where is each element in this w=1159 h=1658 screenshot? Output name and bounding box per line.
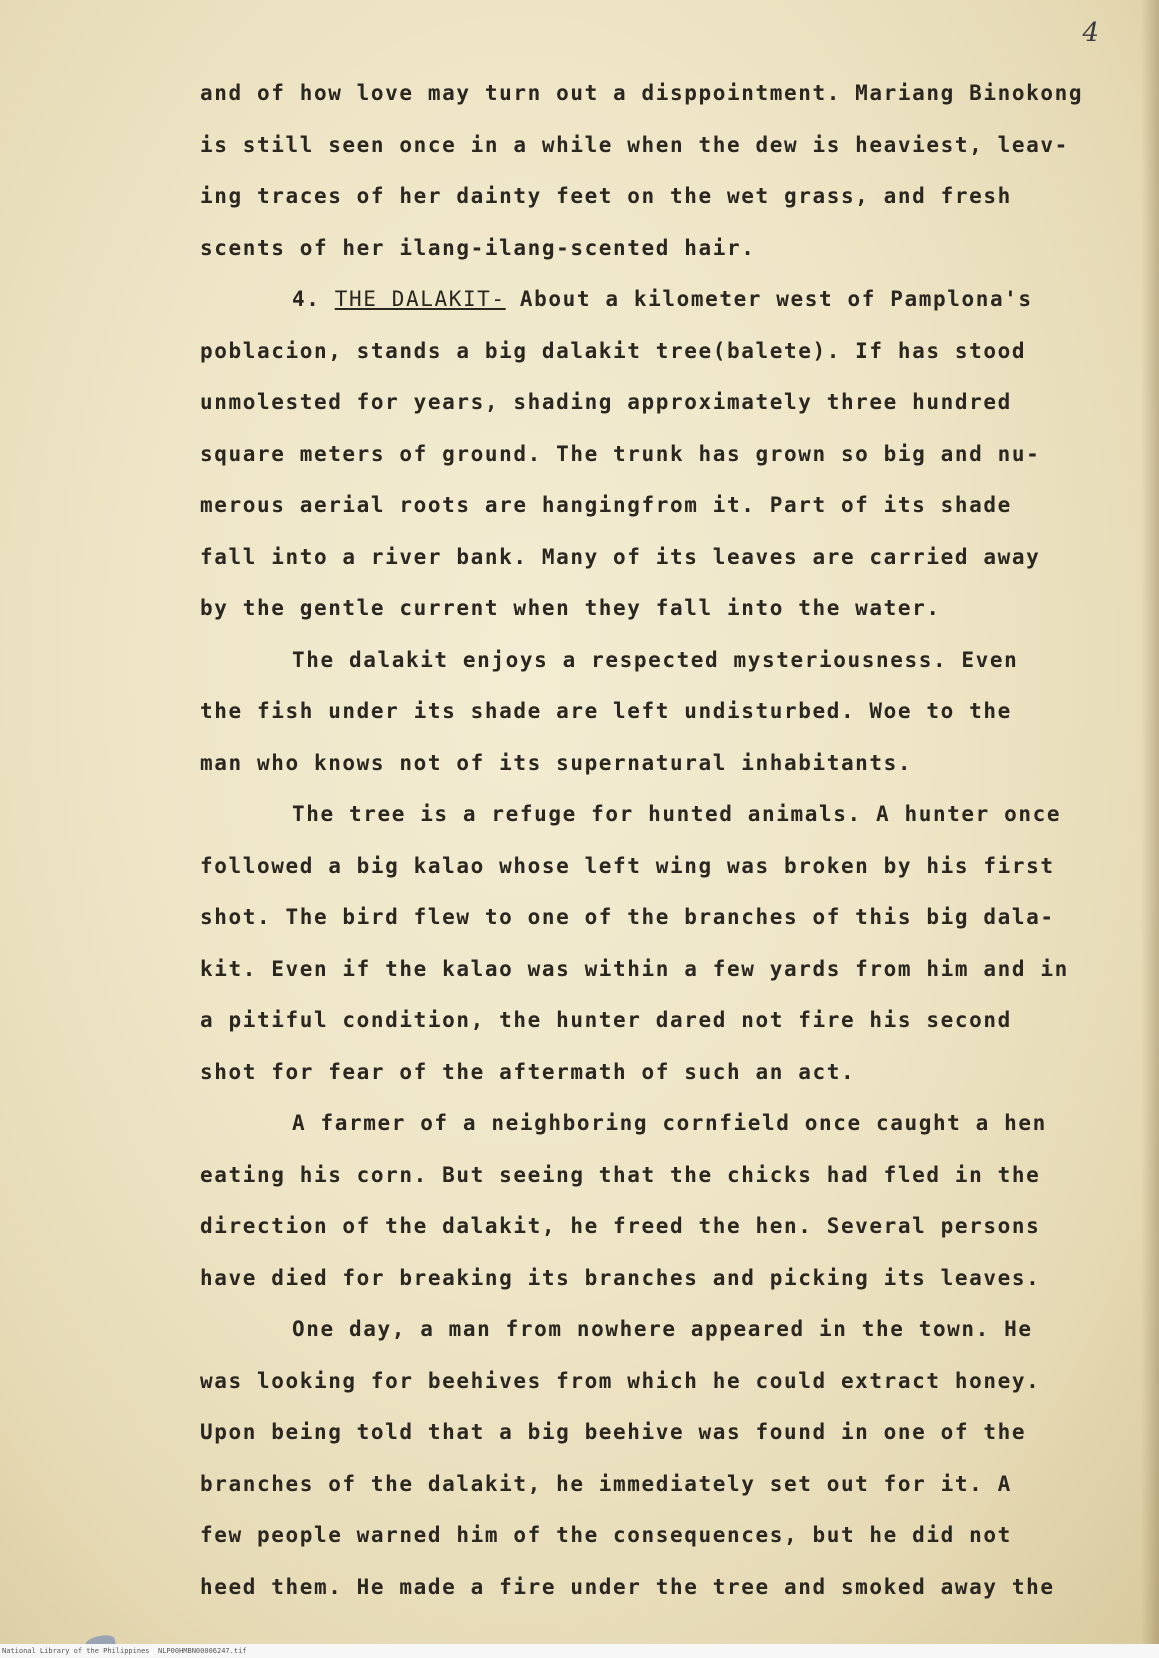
page-number: 4 — [1082, 18, 1099, 48]
text-line: About a kilometer west of Pamplona's — [519, 287, 1033, 311]
text-line: shot for fear of the aftermath of such an act. — [200, 1059, 856, 1084]
text-line: Upon being told that a big beehive was found in one of the — [200, 1420, 1027, 1444]
typewritten-text-body — [200, 68, 1130, 1613]
footer-library-name: National Library of the Philippines — [2, 1647, 150, 1655]
text-line: eating his corn. But seeing that the chicks had fled in the — [200, 1162, 1041, 1187]
text-line: fall into a river bank. Many of its leaves are carried away — [200, 544, 1041, 569]
text-line: man who knows not of its supernatural inhabitants. — [200, 750, 913, 775]
text-line: by the gentle current when they fall into the water. — [200, 596, 941, 620]
text-line: shot. The bird flew to one of the branches of this big dala- — [200, 905, 1055, 929]
text-line: unmolested for years, shading approximately three hundred — [200, 390, 1012, 414]
text-line: The dalakit enjoys a respected mysteriousness. Even — [292, 647, 1019, 672]
text-line: have died for breaking its branches and picking its leaves. — [200, 1265, 1041, 1290]
text-line: merous aerial roots are hangingfrom it. Part of its shade — [200, 493, 1012, 517]
text-line: a pitiful condition, the hunter dared not fire his second — [200, 1008, 1012, 1032]
section-number: 4. — [292, 287, 321, 311]
text-line: was looking for beehives from which he could extract honey. — [200, 1368, 1041, 1393]
text-line: scents of her ilang-ilang-scented hair. — [200, 235, 756, 260]
text-line: A farmer of a neighboring cornfield once caught a hen — [292, 1111, 1047, 1135]
text-line: the fish under its shade are left undisturbed. Woe to the — [200, 699, 1012, 723]
section-title: THE DALAKIT- — [334, 287, 506, 311]
text-line: branches of the dalakit, he immediately set out for it. A — [200, 1471, 1012, 1496]
text-line: is still seen once in a while when the dew is heaviest, leav- — [200, 132, 1069, 157]
page-edge-shadow — [1141, 0, 1159, 1658]
text-line: and of how love may turn out a disppointment. Mariang Binokong — [200, 81, 1084, 105]
text-line: heed them. He made a fire under the tree and smoked away the — [200, 1574, 1055, 1599]
text-line: followed a big kalao whose left wing was broken by his first — [200, 853, 1055, 878]
text-line: One day, a man from nowhere appeared in the town. He — [292, 1317, 1033, 1341]
text-line: square meters of ground. The trunk has grown so big and nu- — [200, 441, 1041, 466]
text-line: kit. Even if the kalao was within a few yards from him and in — [200, 956, 1069, 981]
text-line: poblacion, stands a big dalakit tree(balete). If has stood — [200, 338, 1027, 363]
text-line: ing traces of her dainty feet on the wet grass, and fresh — [200, 184, 1012, 208]
footer-file-name: NLP00HMBN00006247.tif — [158, 1647, 247, 1655]
text-line: direction of the dalakit, he freed the hen. Several persons — [200, 1214, 1041, 1238]
section-heading-line — [200, 274, 1130, 326]
text-line: few people warned him of the consequences, but he did not — [200, 1523, 1012, 1547]
scan-footer — [0, 1644, 1159, 1658]
text-line: The tree is a refuge for hunted animals. A hunter once — [292, 802, 1062, 826]
